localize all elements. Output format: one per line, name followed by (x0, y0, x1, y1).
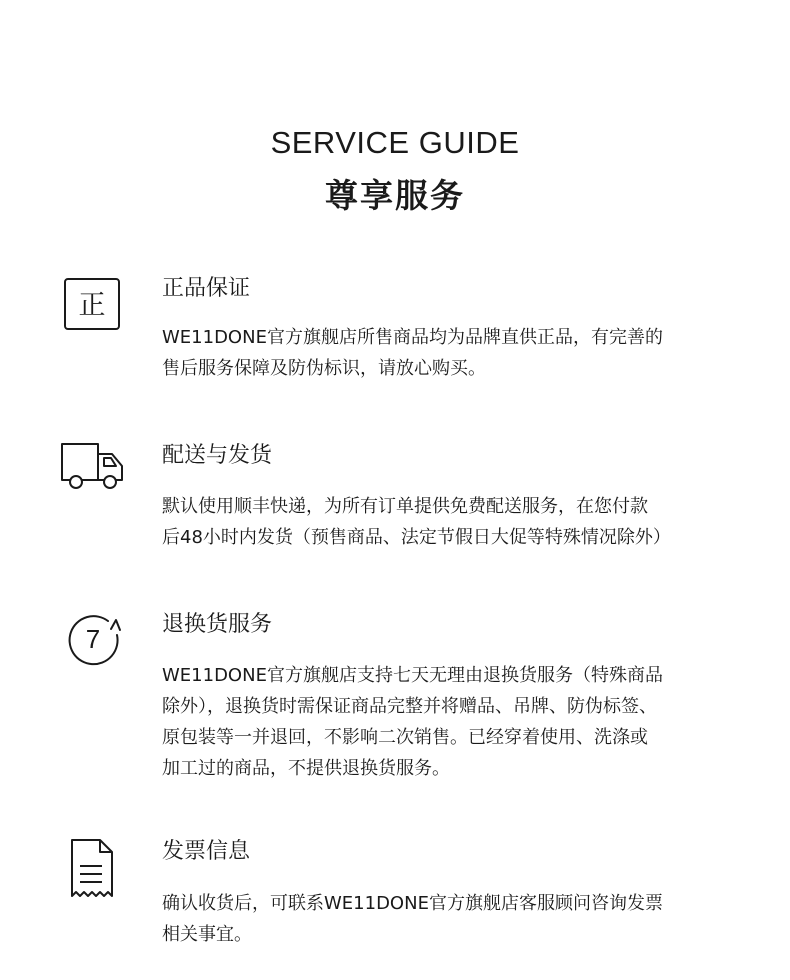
description-line: 除外），退换货时需保证商品完整并将赠品、吊牌、防伪标签、 (162, 696, 657, 717)
section-description (162, 888, 742, 950)
description-line: 原包装等一并退回，不影响二次销售。已经穿着使用、洗涤或 (162, 727, 648, 748)
authentic-seal-icon (58, 274, 128, 334)
description-line: WE11DONE官方旗舰店所售商品均为品牌直供正品，有完善的 (162, 327, 663, 348)
page-title-en: SERVICE GUIDE (270, 125, 520, 160)
description-line: 售后服务保障及防伪标识，请放心购买。 (162, 358, 486, 379)
section-title: 发票信息 (162, 839, 251, 864)
description-line: 默认使用顺丰快递，为所有订单提供免费配送服务，在您付款 (162, 496, 648, 517)
section-description (162, 322, 742, 384)
section-title: 退换货服务 (162, 612, 273, 637)
seven-day-return-icon (58, 608, 128, 668)
return-days-glyph: 7 (85, 624, 101, 654)
service-guide-header (0, 124, 790, 216)
description-line: 加工过的商品，不提供退换货服务。 (162, 758, 450, 779)
description-line: 后48小时内发货（预售商品、法定节假日大促等特殊情况除外） (162, 527, 671, 548)
description-line: WE11DONE官方旗舰店支持七天无理由退换货服务（特殊商品 (162, 665, 663, 686)
invoice-receipt-icon (58, 836, 128, 902)
authentic-seal-glyph: 正 (78, 290, 106, 321)
delivery-truck-icon (58, 436, 128, 496)
page-title-cn: 尊享服务 (325, 176, 465, 215)
section-description (162, 491, 742, 553)
description-line: 相关事宜。 (162, 924, 252, 945)
section-title: 配送与发货 (162, 443, 273, 468)
section-description (162, 660, 742, 784)
description-line: 确认收货后，可联系WE11DONE官方旗舰店客服顾问咨询发票 (162, 893, 663, 914)
section-title: 正品保证 (162, 276, 251, 301)
